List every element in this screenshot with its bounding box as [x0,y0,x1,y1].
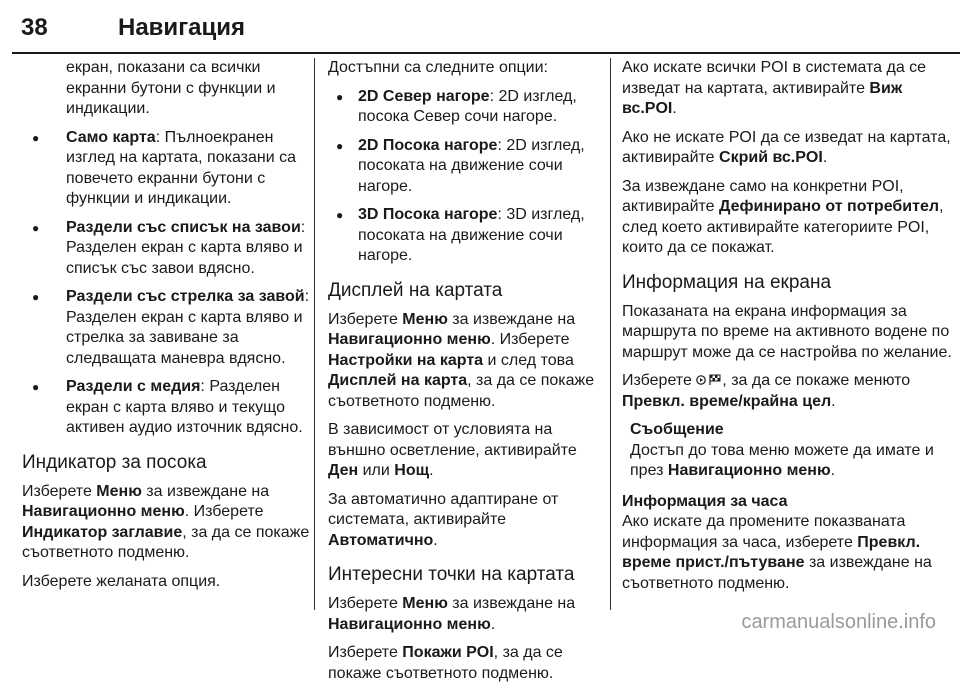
note-title: Съобщение [630,421,724,438]
paragraph: Ако не искате POI да се изведат на картата, активирайте Скрий вс.POI. [622,128,951,166]
option-text: : Разделен екран с карта вляво и текущо активен аудио източник вдясно. [66,378,303,436]
time-destination-icon [696,372,722,384]
section-heading: Интересни точки на картата [328,564,575,585]
column-1 [22,58,310,600]
paragraph: Показаната на екрана информация за маршрута по време на активното водене по маршрут може да се настройва по желание. [622,302,952,361]
section-heading: Индикатор за посока [22,451,207,473]
list-item [328,136,608,198]
option-term: 3D Посока нагоре [358,206,498,223]
header-rule [12,52,960,54]
section-heading: Информация на екрана [622,271,832,293]
option-text: : Разделен екран с карта вляво и стрелка за завиване за следващата маневра вдясно. [66,288,310,367]
intro-text: екран, показани са всички екранни бутони с функции и индикации. [66,59,276,117]
option-term: Раздели със списък на завои [66,218,301,236]
list-item [22,218,310,280]
paragraph: Изберете Меню за извеждане на Навигационно меню. [328,595,576,633]
option-term: 2D Посока нагоре [358,136,498,154]
paragraph: Изберете Меню за извеждане на Навигационно меню. Изберете Настройки на карта и след това Дисплей на карта, за да се покаже съответното подменю. [328,310,595,410]
note-box [622,420,952,482]
paragraph: Изберете желаната опция. [22,572,221,590]
column-2 [328,58,608,692]
sub-heading: Информация за часа [622,492,788,510]
paragraph: За автоматично адаптиране от системата, активирайте Автоматично. [328,490,559,549]
list-item [22,377,310,439]
option-text: : Пълноекранен изглед на картата, показани са повечето екранни бутони с функции и индикации. [66,128,297,207]
chapter-title: Навигация [118,14,246,41]
list-item [328,87,608,128]
paragraph: В зависимост от условията на външно осветление, активирайте Ден или Нощ. [328,421,577,479]
option-term: Раздели със стрелка за завой [66,288,305,305]
watermark: carmanualsonline.info [741,611,936,633]
paragraph: Ако искате всички POI в системата да се изведат на картата, активирайте Виж вс.POI. [622,59,927,117]
column-3 [622,58,952,602]
intro-text: Достъпни са следните опции: [328,59,548,76]
option-term: 2D Север нагоре [358,87,490,105]
column-divider [314,58,315,610]
column-divider [610,58,611,610]
paragraph: Изберете Покажи POI, за да се покаже съответното подменю. [328,644,563,682]
option-text: : Разделен екран с карта вляво и списък със завои вдясно. [66,218,306,277]
list-item [22,287,310,369]
paragraph: Ако искате да промените показваната информация за часа, изберете Превкл. време прист./пътуване за извеждане на съответното подменю. [622,513,932,592]
paragraph: Изберете , за да се покаже менюто Превкл. време/крайна цел. [622,372,911,410]
section-heading: Дисплей на картата [328,279,503,301]
page-header [0,0,960,52]
paragraph: Изберете Меню за извеждане на Навигационно меню. Изберете Индикатор заглавие, за да се покаже съответното подменю. [22,482,310,561]
option-text: : 3D изглед, посоката на движение сочи нагоре. [358,206,585,264]
list-item [328,205,608,267]
paragraph: За извеждане само на конкретни POI, активирайте Дефинирано от потребител, след което активирайте категориите POI, които да се покажат. [622,177,944,256]
note-text: Достъп до това меню можете да имате и през Навигационно меню. [630,441,934,479]
option-text: : 2D изглед, посоката на движение сочи нагоре. [358,136,585,195]
list-item [22,128,310,210]
option-text: : 2D изглед, посока Север сочи нагоре. [358,87,577,125]
option-term: Раздели с медия [66,378,201,395]
page-number: 38 [21,14,48,41]
option-term: Само карта [66,128,156,146]
